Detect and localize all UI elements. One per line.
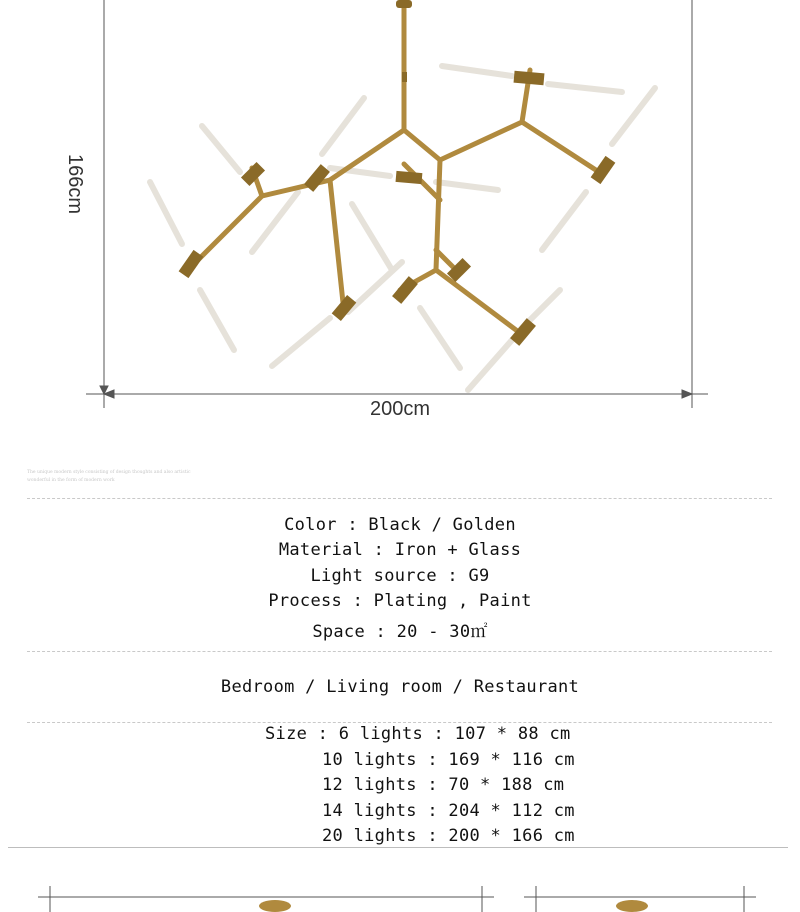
- divider-middle: [27, 651, 772, 652]
- size-line-10: 10 lights : 169 * 116 cm: [322, 750, 575, 770]
- size-line-20: 20 lights : 200 * 166 cm: [322, 826, 575, 846]
- height-dimension-label: 166cm: [64, 154, 86, 215]
- chandelier-dimension-drawing: [0, 0, 800, 440]
- spec-material: Material : Iron + Glass: [278, 540, 522, 560]
- brass-sockets: [179, 0, 616, 346]
- spec-process: Process : Plating , Paint: [268, 591, 532, 611]
- width-dimension-label: 200cm: [369, 398, 431, 420]
- divider-top: [27, 498, 772, 499]
- spec-space: Space : 20 - 30㎡: [312, 622, 488, 642]
- divider-lower: [27, 722, 772, 723]
- spec-color: Color : Black / Golden: [284, 515, 516, 535]
- section-separator: [8, 847, 788, 848]
- size-line-14: 14 lights : 204 * 112 cm: [322, 801, 575, 821]
- size-line-12: 12 lights : 70 * 188 cm: [322, 775, 565, 795]
- next-section-drawings: [0, 880, 800, 912]
- usage-rooms: Bedroom / Living room / Restaurant: [220, 677, 580, 697]
- fine-print-note: The unique modern style consisting of design thoughts and also artistic wonderful in the form of modern work: [27, 470, 191, 483]
- size-line-6: Size : 6 lights : 107 * 88 cm: [265, 724, 571, 744]
- spec-light-source: Light source : G9: [310, 566, 490, 586]
- dimension-lines: [86, 0, 708, 408]
